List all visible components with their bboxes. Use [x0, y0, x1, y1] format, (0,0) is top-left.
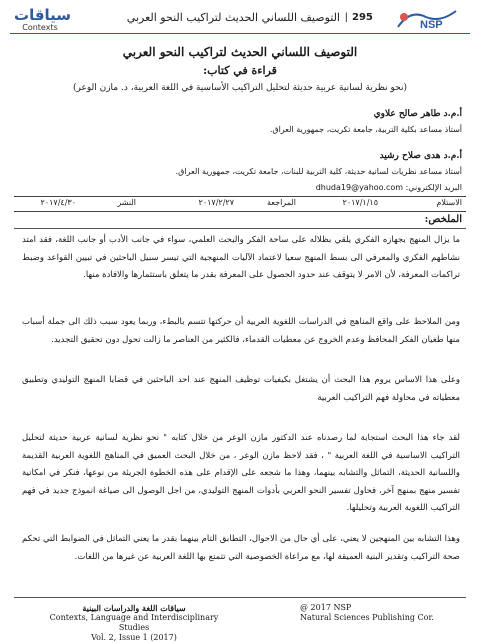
article-title: التوصيف اللساني الحديث لتراكيب النحو العربي — [122, 45, 358, 59]
abstract-paragraph: لقد جاء هذا البحث استجابة لما رصدناه عند الدكتور مازن الوعر من خلال كتابه " نحو نظرية لسانية عربية حديثة لتحليل التراكيب الاساسية في اللغة العربية " ، فقد لاحظ مازن الوعر ، من خلال البحث العميق في المناهج اللغوية العربية القديمة واللسانية الحديثة، التماثل والتشابه بينهما، وهذا ما شجعه على الإقدام على هذه الخطوة الجريئة من نوعها، فنكر في امكانية تفسير منهج بمنهج آخر، فحاول تفسير النحو العربي بأدوات المنهج التوليدي، من اجل الوصول الى صياغة انموذج جديد في فهم التراكيب اللغوية العربية وتحليلها. — [22, 433, 460, 513]
header-rule — [10, 33, 470, 34]
dates-table — [14, 196, 466, 212]
email-label: البريد الإلكتروني: — [405, 183, 462, 192]
publisher-name: Natural Sciences Publishing Cor. — [300, 613, 434, 622]
abstract-paragraph: وعلى هذا الاساس يروم هذا البحث أن يشتغل بكيفيات توظيف المنهج عند احد الباحثين في قضايا المنهج التوليدي وتطبيق معطياته في محاولة فهم التراكيب العربية — [22, 375, 460, 403]
review-label: المراجعة — [266, 198, 296, 207]
logo-arabic-text: سياقات — [14, 6, 72, 24]
abstract-paragraph: وهذا التشابه بين المنهجين لا يعني، على أي حال من الاحوال، التطابق التام بينهما بقدر ما يعني التماثل في الضوابط التي تحكم صحة التراكيب وتقدير البنية العميقة لها، مع مراعاة الخصوصية التي تتمتع بها اللغة العربية عن غيرها من اللغات. — [22, 534, 460, 562]
publisher-footer — [300, 603, 460, 623]
published-date: ٢٠١٧/٤/٣٠ — [40, 198, 76, 207]
author-name: أ.م.د طاهر صالح علاوي — [373, 109, 462, 119]
nsp-logo-text: NSP — [420, 19, 443, 31]
abstract-paragraph: ومن الملاحظ على واقع المناهج في الدراسات اللغوية العربية أن حركتها تتسم بالبطء، وربما يعود سبب ذلك الى جملة أسباب منها طغيان الفكر المحافظ وعدم الخروج عن معطيات القدماء، فالكثير من العناصر ما زالت تحول دون تحقيق التجديد. — [22, 317, 460, 345]
header-separator: | — [345, 12, 348, 23]
received-date: ٢٠١٧/١/١٥ — [342, 198, 378, 207]
author-name: أ.م.د هدى صلاح رشيد — [379, 151, 462, 161]
reviewed-book-title: (نحو نظرية لسانية عربية حديثة لتحليل التراكيب الأساسية في اللغة العربية، د. مازن الوعر) — [73, 83, 407, 93]
abstract-heading: الملخص: — [424, 214, 462, 225]
contexts-logo — [14, 6, 72, 32]
page-number: 295 — [352, 12, 373, 23]
copyright-text: @ 2017 NSP — [300, 603, 352, 612]
review-date: ٢٠١٧/٢/٢٧ — [198, 198, 234, 207]
article-subtitle: قراءة في كتاب: — [203, 64, 277, 77]
author-affiliation: أستاذ مساعد نظريات لسانية حديثة، كلية التربية للبنات، جامعة تكريت، جمهورية العراق. — [175, 167, 462, 176]
journal-name-en: Contexts, Language and Interdisciplinary Studies — [49, 613, 219, 632]
journal-footer — [34, 603, 234, 643]
published-label: النشر — [117, 198, 136, 207]
abstract-bottom-rule — [14, 597, 466, 598]
email-link[interactable]: dhuda19@yahoo.com — [315, 183, 404, 192]
abstract-top-rule — [14, 228, 466, 229]
journal-volume: Vol. 2, Issue 1 (2017) — [91, 633, 177, 642]
received-label: الاستلام — [436, 198, 462, 207]
running-title: التوصيف اللساني الحديث لتراكيب النحو العربي — [126, 11, 340, 24]
journal-name-ar: سياقات اللغة والدراسات البينية — [82, 603, 186, 613]
email-row — [60, 183, 462, 192]
nsp-logo — [396, 7, 460, 31]
abstract-paragraph: ما يزال المنهج بجهازه الفكري يلقي بظلاله على ساحة الفكر والبحث العلمي، سواء في جانب الأدب أو جانب اللغة، فقد امتد نشاطهم الفكري والمعرفي الى بسط المنهج سعيا لاعتماد الآليات المنهجية التي تيسر سبيل الباحثين في تبيين القواعد وضبط تراكمات المعرفة، لأن الامر لا يتوقف عند حدود الحصول على المعرفة بقدر ما يتعلق باستثمارها والافادة منها. — [22, 235, 460, 280]
author-affiliation: أستاذ مساعد بكلية التربية، جامعة تكريت، جمهورية العراق. — [269, 125, 462, 134]
logo-english-text: Contexts — [22, 23, 58, 32]
